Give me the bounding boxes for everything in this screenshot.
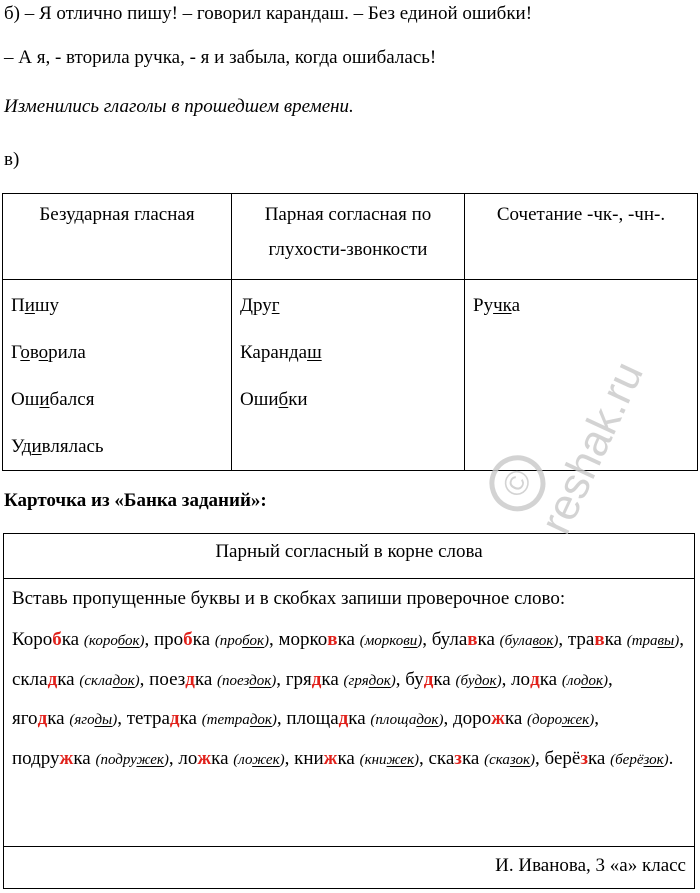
underlined-letter: о [20,342,30,363]
check-part: ) [438,712,444,728]
column-chk-chn-words [465,280,698,471]
table-body-row [3,280,698,471]
inserted-letter: б [183,629,193,650]
check-part: ) [413,751,419,768]
check-word [84,633,145,649]
underlined-letter: и [24,295,35,316]
table-word [473,282,689,329]
check-part: (була [499,633,533,649]
word-part: ка [321,668,344,690]
check-word [527,712,594,728]
check-part: ) [271,712,277,728]
word-part: Г [11,342,21,363]
check-part: ) [139,633,145,649]
check-part: ) [602,672,608,689]
check-part: (поез [217,672,250,689]
table-word [240,282,456,329]
check-underlined: бок [242,633,264,649]
dialogue-line-1: б) – Я отлично пишу! – говорил карандаш. – Без единой ошибки! [4,3,533,24]
card-word [12,708,122,729]
card-instruction: Вставь пропущенные буквы и в скобках запиши проверочное слово: [12,588,566,609]
word-part: тетра [126,708,170,729]
separator: , [418,747,424,769]
word-part: ка [47,708,70,729]
separator: , [276,668,281,690]
table-word [240,329,456,376]
card-word [432,629,563,650]
card-word [12,669,144,690]
check-part: (доро [527,712,562,728]
check-part: (морко [359,633,404,649]
inserted-letter: д [185,668,195,690]
check-word [79,673,139,689]
check-word [215,633,269,649]
check-word [370,712,443,728]
check-part: ) [589,712,595,728]
word-part: ска [428,747,455,769]
word-part: доро [452,708,492,729]
check-part: (тра [626,633,658,649]
check-part: (ло [561,672,581,689]
check-part: (подру [95,751,137,768]
inserted-letter: в [594,629,605,650]
table-word [11,282,223,329]
word-part: влялась [41,436,104,457]
check-underlined: док [249,672,272,689]
check-part: (гря [343,672,369,689]
header-chk-chn: Сочетание -чк-, -чн-. [465,194,698,280]
word-part: кни [294,747,324,769]
inserted-letter: д [311,668,322,690]
check-underlined: зок [643,751,664,768]
word-part: Дру [240,295,272,316]
check-part: ) [271,672,277,689]
separator: , [422,629,427,650]
check-word [627,633,680,649]
word-part: ка [337,629,360,650]
check-underlined: жек [561,712,590,728]
separator: . [668,747,674,769]
copyright-icon: © [480,446,554,520]
check-part: (площа [370,712,417,728]
table-word [11,376,223,423]
separator: , [144,629,150,650]
card-word [405,669,506,690]
check-part: (ло [233,751,253,768]
card-word [12,629,149,650]
check-underlined: док [416,712,439,728]
check-underlined: вок [532,633,554,649]
word-part: Ош [11,389,40,410]
card-word [428,748,539,769]
word-part: тра [567,629,595,650]
word-part: була [431,629,468,650]
check-part: ) [663,751,669,768]
card-word [286,708,448,729]
card-word [127,708,282,729]
card-word [154,629,274,650]
check-part: (про [214,633,243,649]
check-part: (яго [69,712,95,728]
inserted-letter: д [338,708,349,729]
separator: , [558,629,564,650]
word-part: ка [539,668,562,690]
check-part: ) [264,633,269,649]
check-part: ) [553,633,559,649]
inserted-letter: в [327,629,338,650]
table-header-row [3,194,698,280]
card-heading: Карточка из «Банка заданий»: [4,490,267,511]
check-part: ) [112,712,118,728]
inserted-letter: ж [323,747,338,769]
word-part: скла [12,668,48,690]
check-underlined: док [112,672,135,689]
check-part: (берё [610,751,644,768]
check-part: (бу [455,672,475,689]
header-paired-consonant: Парная согласная по глухости-звонкости [232,194,465,280]
word-part: ка [504,708,528,729]
word-part: Уд [11,436,32,457]
word-part: ка [57,668,80,690]
word-part: про [154,629,184,650]
underlined-letter: чк [493,295,512,316]
word-part: ка [211,747,234,769]
inserted-letter: з [454,747,462,769]
separator: , [395,668,401,690]
separator: , [501,668,507,690]
check-underlined: жек [386,751,414,768]
word-part: Оши [240,389,279,410]
separator: , [535,747,540,769]
word-part: площа [286,708,339,729]
word-part: Коро [12,629,53,650]
check-part: (тетра [201,712,250,728]
word-part: ка [348,708,371,729]
separator: , [276,708,282,729]
check-part: (кни [359,751,387,768]
underlined-letter: ш [307,342,322,363]
inserted-letter: з [580,747,588,769]
word-part: ки [288,389,308,410]
check-part: ) [163,751,169,768]
word-part: рила [48,342,86,363]
card-word [453,708,599,729]
section-label-v: в) [4,149,20,170]
underlined-letter: б [278,389,289,410]
table-word [240,376,456,423]
check-part: (коро [83,633,118,649]
check-underlined: док [249,712,272,728]
table-word [11,423,223,470]
check-part: ) [674,633,680,649]
check-word [95,752,168,768]
card-word [279,629,427,650]
separator: , [607,668,613,690]
inserted-letter: ж [491,708,505,729]
check-part: ) [417,633,423,649]
inserted-letter: б [52,629,62,650]
spelling-table [2,193,698,471]
word-part: ка [73,747,96,769]
word-part: ка [433,668,456,690]
word-part: бу [405,668,424,690]
inserted-letter: д [37,708,48,729]
word-part: подру [12,747,60,769]
inserted-letter: д [169,708,180,729]
check-underlined: ды [94,712,113,728]
check-part: ) [390,672,396,689]
check-part: ) [134,672,140,689]
inserted-letter: д [530,668,540,690]
task-card [3,533,695,889]
word-part: бался [49,389,95,410]
word-part: П [11,295,25,316]
separator: , [284,747,290,769]
word-part: поез [149,668,186,690]
check-underlined: док [474,672,497,689]
header-unstressed-vowel: Безударная гласная [3,194,232,280]
word-part: ка [194,668,218,690]
check-underlined: вы [657,633,675,649]
separator: , [594,708,599,729]
inserted-letter: ж [197,747,212,769]
card-body [4,579,694,847]
card-word [286,669,401,690]
word-part: в [29,342,39,363]
word-part: берё [544,747,581,769]
card-word-list [12,621,688,779]
word-part: ка [179,708,202,729]
table-word [11,329,223,376]
word-part: ка [61,629,84,650]
check-underlined: бок [117,633,140,649]
check-underlined: ви [403,633,418,649]
check-word [500,633,559,649]
check-part: ) [496,672,502,689]
check-word [202,712,277,728]
card-word [178,748,289,769]
grammar-note: Изменились глаголы в прошедшем времени. [4,96,354,117]
word-part: ка [604,629,627,650]
check-part: ) [530,751,536,768]
watermark-text: reshak.ru [530,354,653,542]
inserted-letter: в [467,629,478,650]
column-paired-consonant-words [232,280,465,471]
separator: , [269,629,274,650]
word-part: ло [511,668,531,690]
check-underlined: док [368,672,391,689]
check-word [456,673,502,689]
inserted-letter: д [423,668,434,690]
separator: , [168,747,174,769]
word-part: а [511,295,521,316]
word-part: ка [461,747,485,769]
separator: , [139,668,145,690]
check-underlined: жек [252,751,280,768]
inserted-letter: д [47,668,58,690]
check-underlined: жек [136,751,164,768]
check-word [69,712,117,728]
card-word [545,748,674,769]
separator: , [117,708,122,729]
check-word [360,633,423,649]
word-part: ло [178,747,198,769]
word-part: Ру [473,295,494,316]
word-part: морко [278,629,328,650]
underlined-letter: и [31,436,42,457]
word-part: ка [337,747,360,769]
word-part: ка [587,747,611,769]
underlined-letter: и [39,389,50,410]
check-part: (скла [79,672,113,689]
separator: , [679,629,684,650]
check-word [610,752,669,768]
card-title: Парный согласный в корне слова [4,534,694,579]
column-unstressed-vowel-words [3,280,232,471]
word-part: шу [34,295,60,316]
card-word [294,748,424,769]
check-word [233,752,284,768]
dialogue-line-2: – А я, - вторила ручка, - я и забыла, когда ошибалась! [4,47,437,68]
underlined-letter: о [38,342,49,363]
word-part: Каранда [240,342,308,363]
word-part: яго [12,708,38,729]
check-word [562,673,608,689]
card-signature: И. Иванова, 3 «а» класс [495,855,686,876]
check-part: (ска [484,751,510,768]
card-word [12,748,174,769]
word-part: ка [192,629,215,650]
card-word [568,629,684,650]
card-word [511,669,613,690]
check-word [484,752,535,768]
card-word [149,669,281,690]
check-word [344,673,396,689]
underlined-letter: г [271,295,280,316]
separator: , [443,708,449,729]
inserted-letter: ж [59,747,74,769]
check-underlined: док [580,672,603,689]
check-underlined: зок [509,751,531,768]
check-part: ) [279,751,285,768]
check-word [360,752,419,768]
check-word [217,673,276,689]
word-part: ка [477,629,500,650]
word-part: гря [285,668,312,690]
